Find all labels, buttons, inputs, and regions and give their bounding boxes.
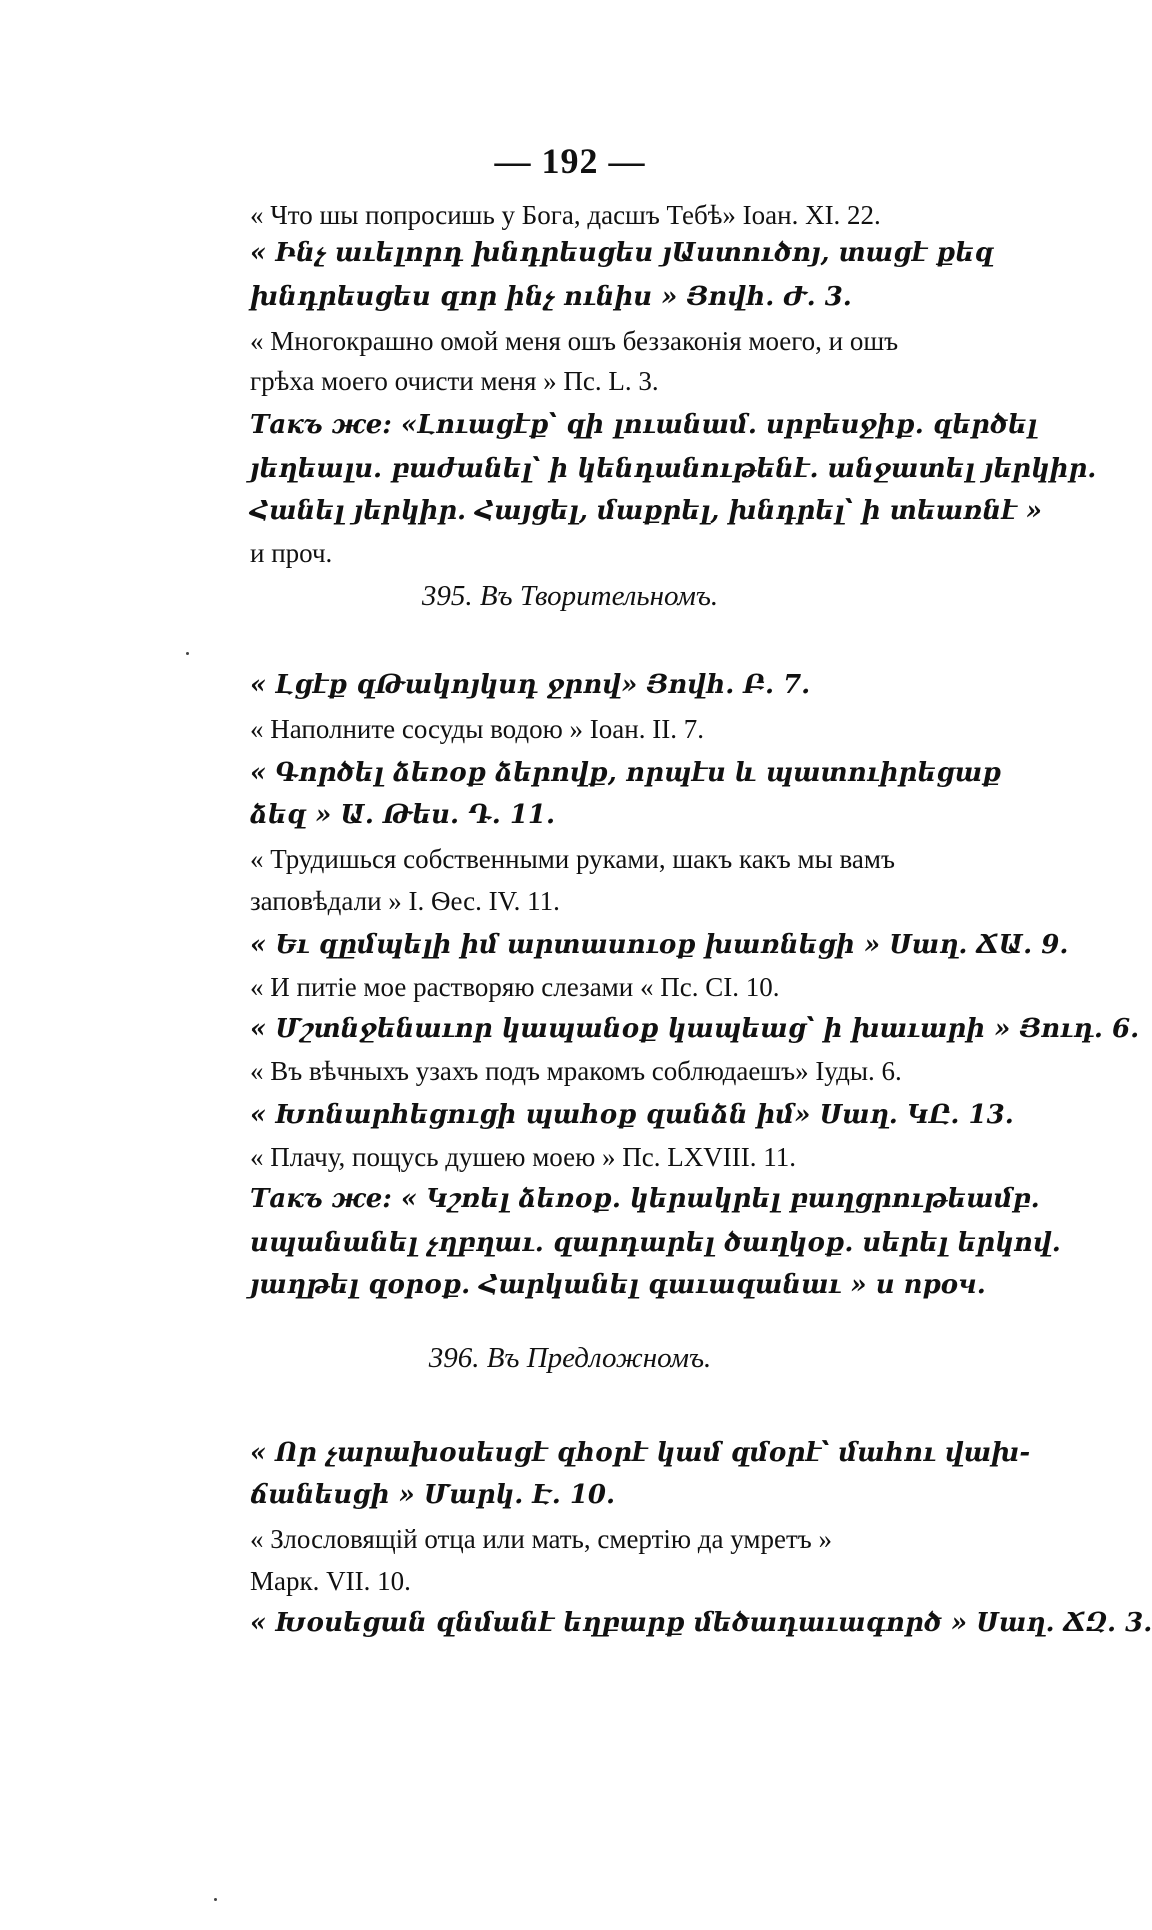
armenian-text-line: սպանանել չղբղաւ․ զարդարել ծաղկօք․ սերել երկով․ (250, 1228, 1061, 1258)
armenian-text-line: « Եւ զըմպելի իմ արտասուօք խառնեցի » Սաղ. ՃԱ. 9. (250, 930, 1069, 960)
armenian-text-line: « Ինչ աւելորդ խնդրեսցես յԱստուծոյ, տացէ քեզ (250, 238, 994, 268)
text-line: грѣха моего очисти меня » Пс. L. 3. (250, 366, 659, 396)
text-line: « И питіе мое растворяю слезами « Пс. CI. 10. (250, 972, 780, 1002)
armenian-text-line: « Խոնարհեցուցի պահօք զանձն իմ» Սաղ. ԿԸ. 13. (250, 1100, 1014, 1130)
text-line: « Наполните сосуды водою » Іоан. II. 7. (250, 714, 704, 744)
armenian-text-line: յեղեալս․ բաժանել՝ ի կենդանութենէ․ անջատել յերկիր․ (250, 454, 1097, 484)
armenian-text-line: « Խօսեցան զնմանէ եղբարք մեծադաւագործ » Սաղ. ՃԶ. 3. (250, 1608, 1152, 1638)
armenian-text-line: « Լցէք զԹակոյկսդ ջրով» Յովհ. Բ. 7. (250, 670, 811, 700)
paper-speck (186, 652, 189, 655)
text-line: « Плачу, пощусь душею моею » Пс. LXVIII. 11. (250, 1142, 796, 1172)
armenian-text-line: « Գործել ձեռօք ձերովք, որպէս և պատուիրեցաք (250, 758, 1002, 788)
text-line: Марк. VII. 10. (250, 1566, 411, 1596)
text-line: « Что шы попросишь у Бога, дасшъ Тебѣ» Іоан. XI. 22. (250, 200, 881, 230)
armenian-text-line: ճանեսցի » Մարկ. Է. 10. (250, 1480, 616, 1510)
text-line: и проч. (250, 538, 333, 568)
paper-speck (214, 1898, 217, 1901)
armenian-text-line: « Մշտնջենաւոր կապանօք կապեաց՝ ի խաւարի » Յուդ. 6. (250, 1014, 1140, 1044)
text-line: заповѣдали » I. Ѳес. IV. 11. (250, 886, 560, 916)
text-line: « Многокрашно омой меня ошъ беззаконія моего, и ошъ (250, 326, 899, 356)
armenian-text-line: Такъ же: «Լուացէք՝ զի լուանամ․ սրբեսջիք․ զերծել (250, 410, 1038, 440)
text-line: « Въ вѣчныхъ узахъ подъ мракомъ соблюдаешъ» Іуды. 6. (250, 1056, 902, 1086)
section-heading-396: 396. Въ Предложномъ. (428, 1342, 712, 1374)
armenian-text-line: խնդրեսցես զոր ինչ ունիս » Յովհ. Ժ. 3. (250, 282, 852, 312)
section-heading-395: 395. Въ Творительномъ. (421, 580, 719, 612)
armenian-text-line: Հանել յերկիր․ Հայցել, մաքրել, խնդրել՝ ի տեառնէ » (250, 496, 1043, 526)
armenian-text-line: ձեզ » Ա. Թես. Դ. 11. (250, 800, 556, 830)
page-number: — 192 — (494, 141, 646, 181)
armenian-text-line: Такъ же: « Կշռել ձեռօք․ կերակրել բաղցրութեամբ․ (250, 1184, 1040, 1214)
armenian-text-line: յաղթել զօրօք․ Հարկանել գաւազանաւ » и проч. (250, 1270, 986, 1300)
text-line: « Трудишься собственными руками, шакъ какъ мы вамъ (250, 844, 895, 874)
text-line: « Злословящій отца или мать, смертію да умретъ » (250, 1524, 832, 1554)
armenian-text-line: « Որ չարախօսեսցէ զհօրէ կամ զմօրէ՝ մահու վախ- (250, 1438, 1031, 1468)
